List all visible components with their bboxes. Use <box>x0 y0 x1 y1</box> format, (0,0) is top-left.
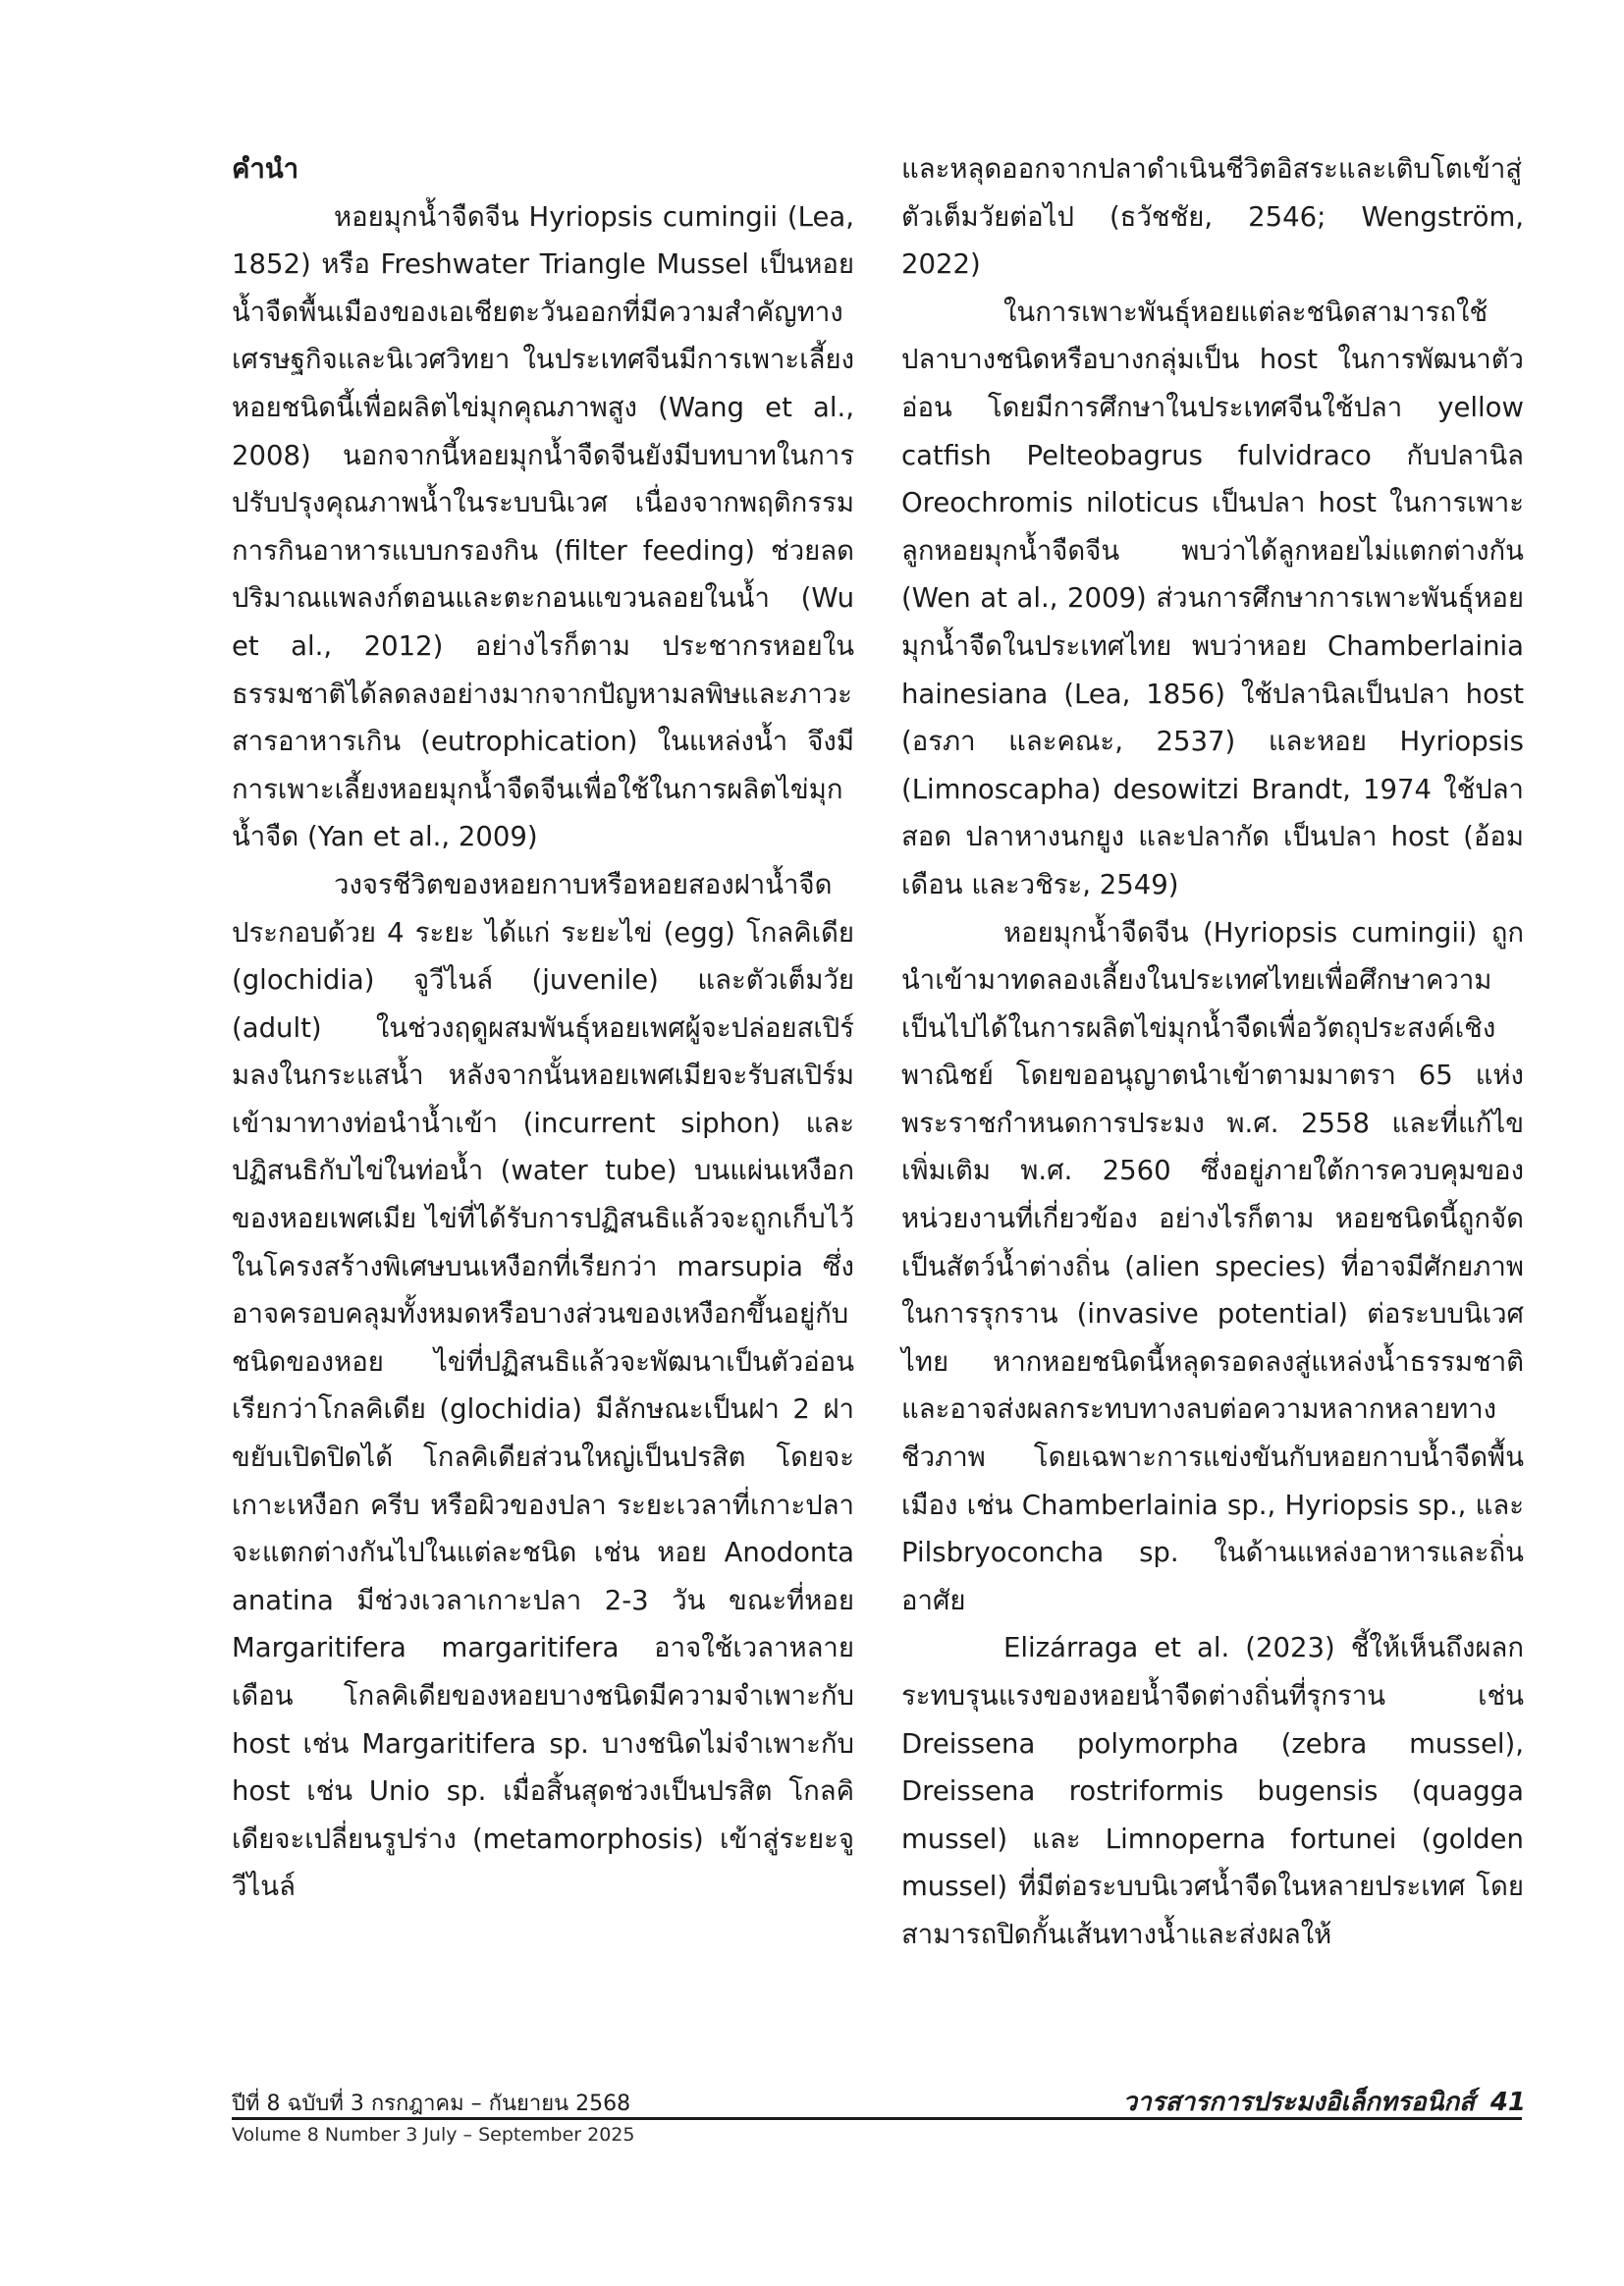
paragraph: และหลุดออกจากปลาดำเนินชีวิตอิสระและเติบโตเข้าสู่ตัวเต็มวัยต่อไป (ธวัชชัย, 2546; Wengström, 2022) <box>901 153 1524 281</box>
right-column <box>901 145 1524 1959</box>
footer-divider <box>232 2117 1522 2120</box>
paragraph: Elizárraga et al. (2023) ชี้ให้เห็นถึงผลกระทบรุนแรงของหอยน้ำจืดต่างถิ่นที่รุกราน เช่น Dreissena polymorpha (zebra mussel), Dreissena rostriformis bugensis (quagga mussel) และ Limnoperna fortunei (golden mussel) ที่มีต่อระบบนิเวศน้ำจืดในหลายประเทศ โดยสามารถปิดกั้นเส้นทางน้ำและส่งผลให้ <box>901 1632 1524 1950</box>
paragraph: วงจรชีวิตของหอยกาบหรือหอยสองฝาน้ำจืดประกอบด้วย 4 ระยะ ได้แก่ ระยะไข่ (egg) โกลคิเดีย (glochidia) จูวีไนล์ (juvenile) และตัวเต็มวัย (adult) ในช่วงฤดูผสมพันธุ์หอยเพศผู้จะปล่อยสเปิร์มลงในกระแสน้ำ หลังจากนั้นหอยเพศเมียจะรับสเปิร์มเข้ามาทางท่อนำน้ำเข้า (incurrent siphon) และปฏิสนธิกับไข่ในท่อน้ำ (water tube) บนแผ่นเหงือกของหอยเพศเมีย ไข่ที่ได้รับการปฏิสนธิแล้วจะถูกเก็บไว้ในโครงสร้างพิเศษบนเหงือกที่เรียกว่า marsupia ซึ่งอาจครอบคลุมทั้งหมดหรือบางส่วนของเหงือกขึ้นอยู่กับชนิดของหอย ไข่ที่ปฏิสนธิแล้วจะพัฒนาเป็นตัวอ่อนเรียกว่าโกลคิเดีย (glochidia) มีลักษณะเป็นฝา 2 ฝา ขยับเปิดปิดได้ โกลคิเดียส่วนใหญ่เป็นปรสิต โดยจะเกาะเหงือก ครีบ หรือผิวของปลา ระยะเวลาที่เกาะปลาจะแตกต่างกันไปในแต่ละชนิด เช่น หอย Anodonta anatina มีช่วงเวลาเกาะปลา 2-3 วัน ขณะที่หอย Margaritifera margaritifera อาจใช้เวลาหลายเดือน โกลคิเดียของหอยบางชนิดมีความจำเพาะกับ host เช่น Margaritifera sp. บางชนิดไม่จำเพาะกับ host เช่น Unio sp. เมื่อสิ้นสุดช่วงเป็นปรสิต โกลคิเดียจะเปลี่ยนรูปร่าง (metamorphosis) เข้าสู่ระยะจูวีไนล์ <box>232 868 854 1903</box>
journal-title: วารสารการประมงอิเล็กทรอนิกส์ <box>1113 2088 1487 2117</box>
issue-info-thai: ปีที่ 8 ฉบับที่ 3 กรกฎาคม – กันยายน 2568 <box>232 2092 638 2117</box>
left-column <box>232 145 854 1911</box>
paragraph: หอยมุกน้ำจืดจีน (Hyriopsis cumingii) ถูกนำเข้ามาทดลองเลี้ยงในประเทศไทยเพื่อศึกษาความเป็นไปได้ในการผลิตไข่มุกน้ำจืดเพื่อวัตถุประสงค์เชิงพาณิชย์ โดยขออนุญาตนำเข้าตามมาตรา 65 แห่งพระราชกำหนดการประมง พ.ศ. 2558 และที่แก้ไขเพิ่มเติม พ.ศ. 2560 ซึ่งอยู่ภายใต้การควบคุมของหน่วยงานที่เกี่ยวข้อง อย่างไรก็ตาม หอยชนิดนี้ถูกจัดเป็นสัตว์น้ำต่างถิ่น (alien species) ที่อาจมีศักยภาพในการรุกราน (invasive potential) ต่อระบบนิเวศไทย หากหอยชนิดนี้หลุดรอดลงสู่แหล่งน้ำธรรมชาติ และอาจส่งผลกระทบทางลบต่อความหลากหลายทางชีวภาพ โดยเฉพาะการแข่งขันกับหอยกาบน้ำจืดพื้นเมือง เช่น Chamberlainia sp., Hyriopsis sp., และ Pilsbryoconcha sp. ในด้านแหล่งอาหารและถิ่นอาศัย <box>901 916 1524 1616</box>
paragraph: หอยมุกน้ำจืดจีน Hyriopsis cumingii (Lea, 1852) หรือ Freshwater Triangle Mussel เป็นหอยน้ำจืดพื้นเมืองของเอเชียตะวันออกที่มีความสำคัญทางเศรษฐกิจและนิเวศวิทยา ในประเทศจีนมีการเพาะเลี้ยงหอยชนิดนี้เพื่อผลิตไข่มุกคุณภาพสูง (Wang et al., 2008) นอกจากนี้หอยมุกน้ำจืดจีนยังมีบทบาทในการปรับปรุงคุณภาพน้ำในระบบนิเวศ เนื่องจากพฤติกรรมการกินอาหารแบบกรองกิน (filter feeding) ช่วยลดปริมาณแพลงก์ตอนและตะกอนแขวนลอยในน้ำ (Wu et al., 2012) อย่างไรก็ตาม ประชากรหอยในธรรมชาติได้ลดลงอย่างมากจากปัญหามลพิษและภาวะสารอาหารเกิน (eutrophication) ในแหล่งน้ำ จึงมีการเพาะเลี้ยงหอยมุกน้ำจืดจีนเพื่อใช้ในการผลิตไข่มุกน้ำจืด (Yan et al., 2009) <box>232 200 854 853</box>
page-number: 41 <box>1485 2088 1526 2117</box>
section-heading: คำนำ <box>232 153 299 185</box>
issue-info-english: Volume 8 Number 3 July – September 2025 <box>232 2124 635 2146</box>
paragraph: ในการเพาะพันธุ์หอยแต่ละชนิดสามารถใช้ปลาบางชนิดหรือบางกลุ่มเป็น host ในการพัฒนาตัวอ่อน โดยมีการศึกษาในประเทศจีนใช้ปลา yellow catfish Pelteobagrus fulvidraco กับปลานิล Oreochromis niloticus เป็นปลา host ในการเพาะลูกหอยมุกน้ำจืดจีน พบว่าได้ลูกหอยไม่แตกต่างกัน (Wen at al., 2009) ส่วนการศึกษาการเพาะพันธุ์หอยมุกน้ำจืดในประเทศไทย พบว่าหอย Chamberlainia hainesiana (Lea, 1856) ใช้ปลานิลเป็นปลา host (อรภา และคณะ, 2537) และหอย Hyriopsis (Limnoscapha) desowitzi Brandt, 1974 ใช้ปลาสอด ปลาหางนกยูง และปลากัด เป็นปลา host (อ้อมเดือน และวชิระ, 2549) <box>901 296 1524 900</box>
